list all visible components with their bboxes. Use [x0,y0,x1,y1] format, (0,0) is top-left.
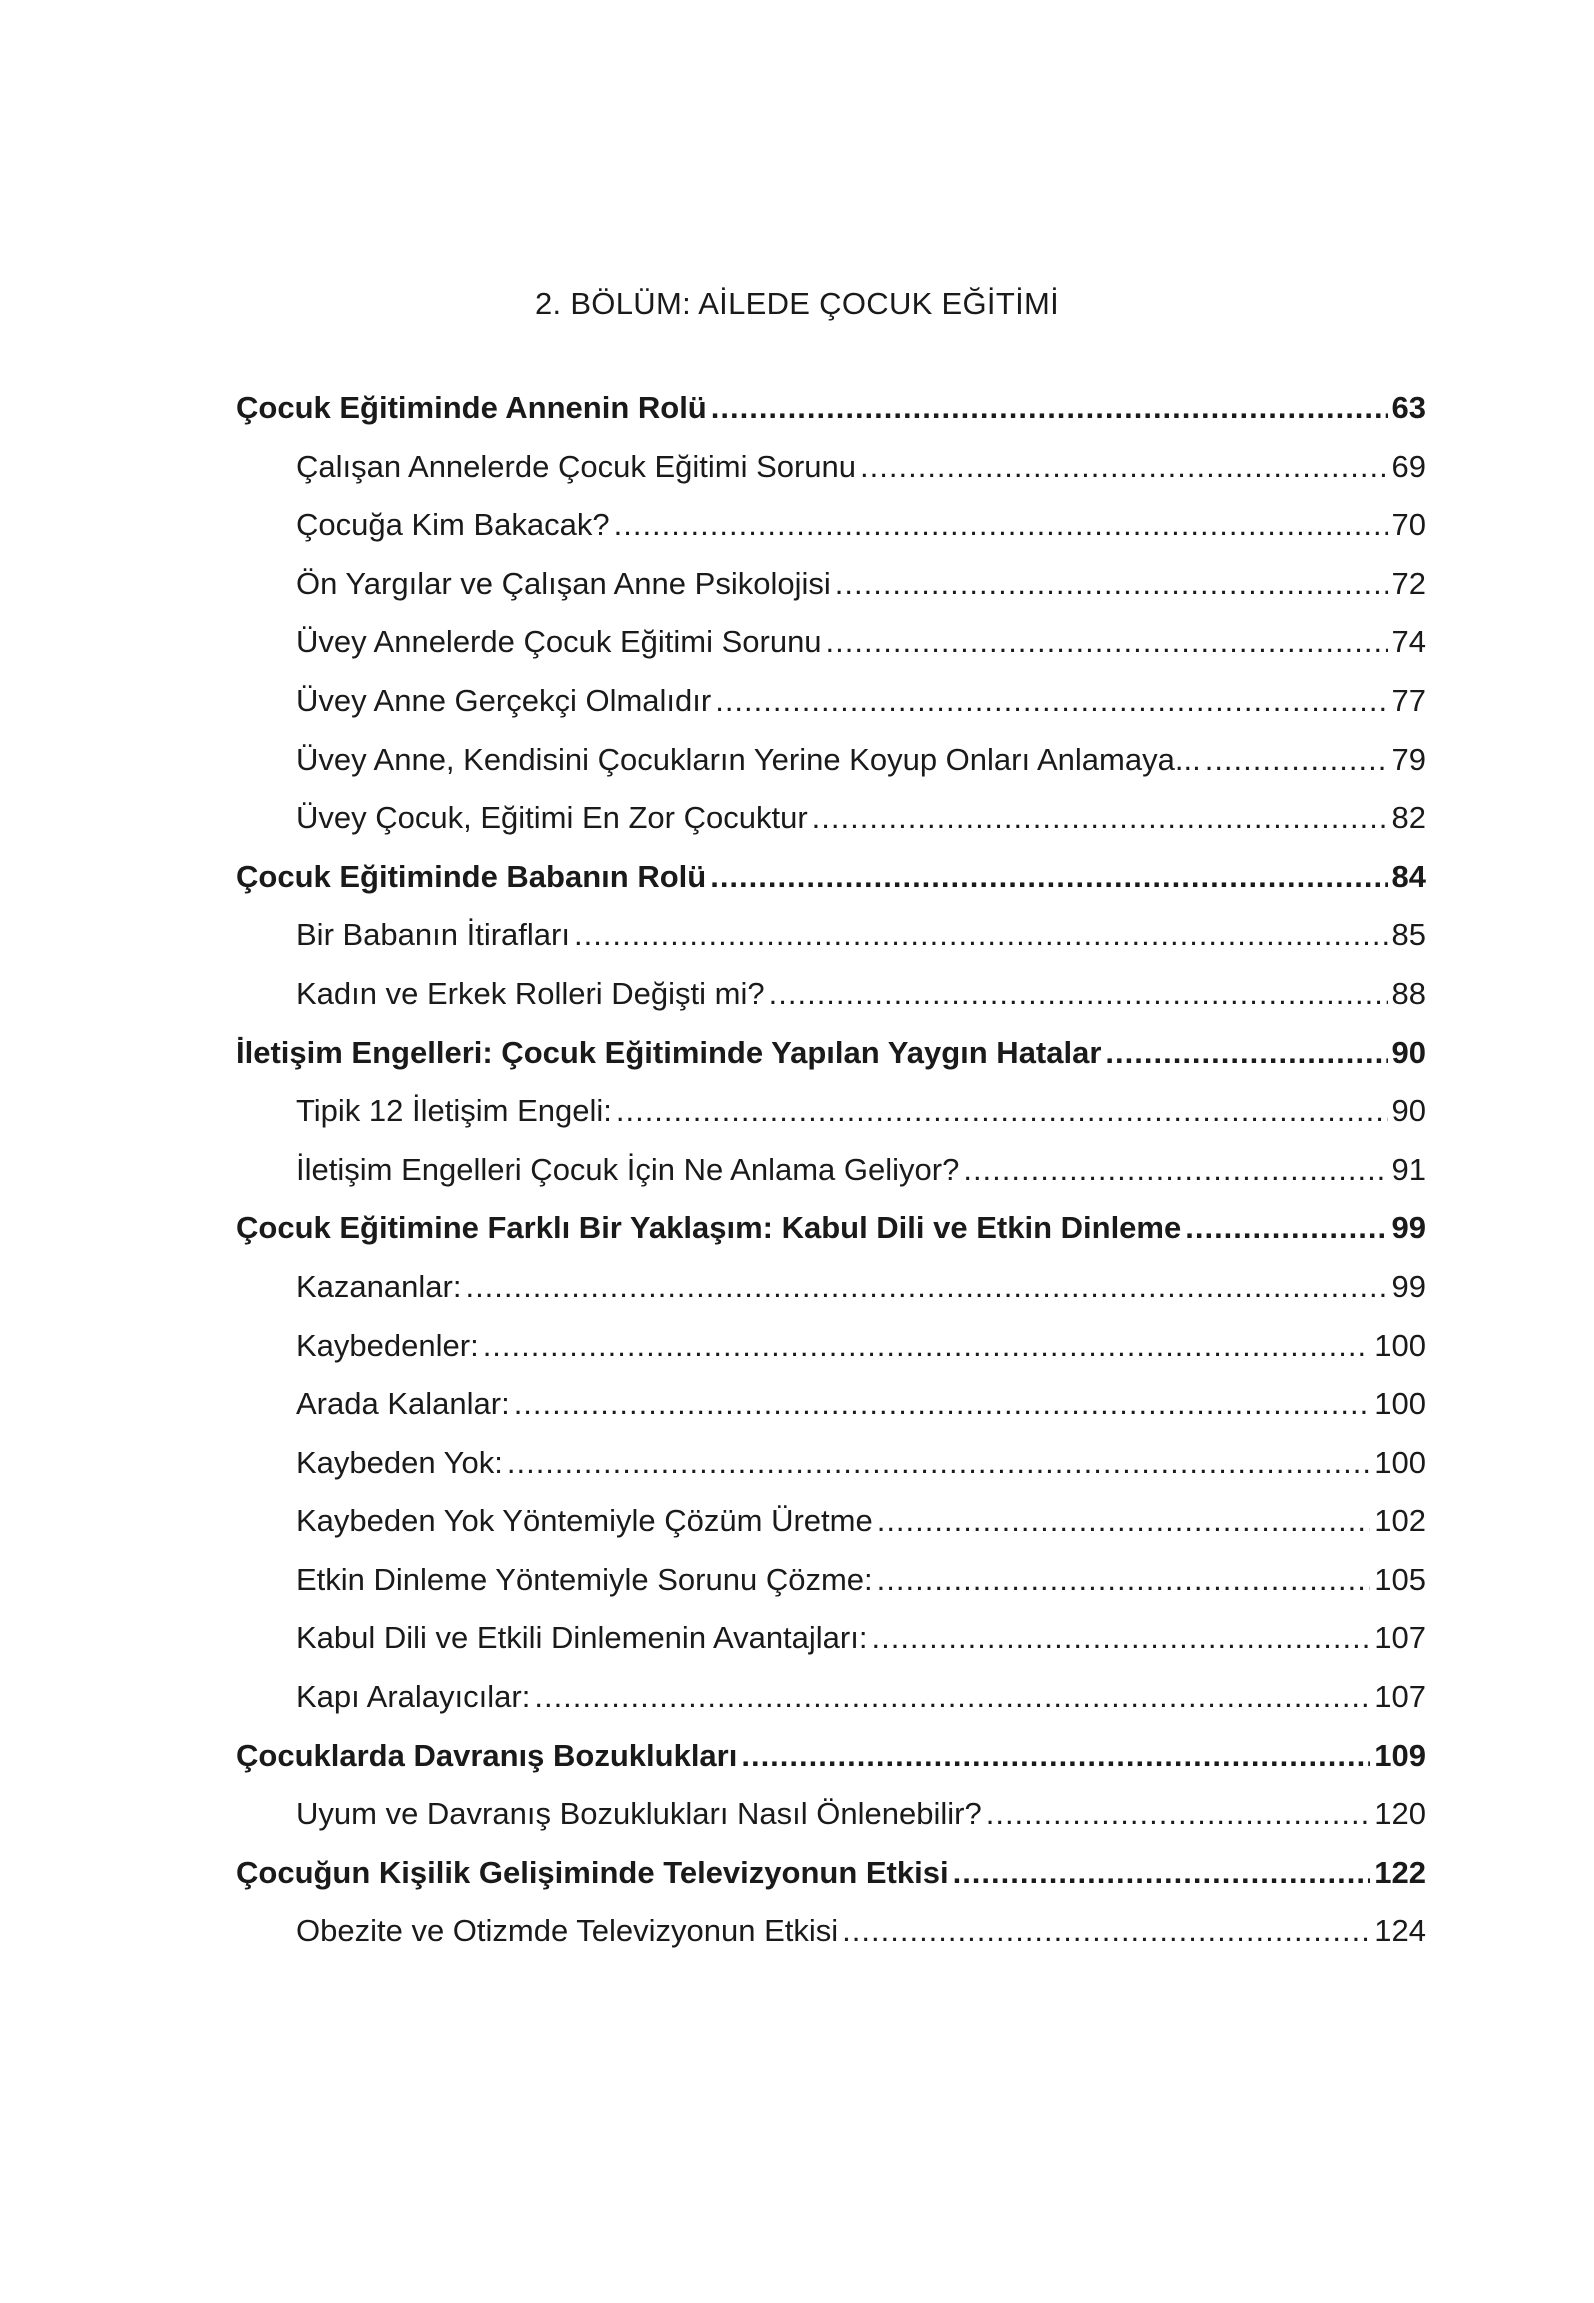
toc-page-number: 120 [1374,1796,1426,1832]
toc-entry-title: İletişim Engelleri Çocuk İçin Ne Anlama Geliyor? [296,1151,960,1187]
dot-leader [514,1386,1371,1422]
toc-page-number: 77 [1391,682,1426,718]
toc-page-number: 82 [1391,800,1426,836]
dot-leader [1205,742,1388,778]
toc-page-number: 107 [1374,1679,1426,1715]
dot-leader [826,624,1388,660]
toc-chapter-entry [236,1738,1426,1797]
dot-leader [614,507,1388,543]
toc-subsection-entry [236,1796,1426,1855]
dot-leader [769,976,1388,1012]
toc-chapter-entry [236,1210,1426,1269]
section-title: 2. BÖLÜM: AİLEDE ÇOCUK EĞİTİMİ [534,286,1060,321]
toc-entry-title: Kazananlar: [296,1268,462,1304]
toc-subsection-entry [236,917,1426,976]
toc-entry-title: Çocuğa Kim Bakacak? [296,507,610,543]
dot-leader [986,1796,1371,1832]
toc-page-number: 85 [1391,917,1426,953]
dot-leader [860,449,1387,485]
toc-page-number: 100 [1374,1386,1426,1422]
toc-entry-title: Obezite ve Otizmde Televizyonun Etkisi [296,1913,839,1949]
toc-entry-title: Kaybeden Yok: [296,1444,503,1480]
toc-page-number: 105 [1374,1561,1426,1597]
toc-entry-title: Ön Yargılar ve Çalışan Anne Psikolojisi [296,565,831,601]
toc-entry-title: Kaybedenler: [296,1327,479,1363]
toc-page-number: 100 [1374,1444,1426,1480]
dot-leader [574,917,1388,953]
toc-page-number: 70 [1391,507,1426,543]
toc-chapter-entry [236,859,1426,918]
toc-page-number: 63 [1391,390,1426,425]
toc-entry-title: Çocuklarda Davranış Bozuklukları [236,1737,738,1773]
toc-subsection-entry [236,624,1426,683]
dot-leader [710,859,1387,895]
toc-entry-title: Çocuk Eğitimine Farklı Bir Yaklaşım: Kabul Dili ve Etkin Dinleme [236,1210,1182,1246]
toc-page-number: 88 [1391,975,1426,1011]
dot-leader [812,800,1388,836]
toc-entry-title: Üvey Çocuk, Eğitimi En Zor Çocuktur [296,800,808,836]
dot-leader [871,1620,1370,1656]
toc-page-number: 99 [1391,1210,1426,1246]
toc-entry-title: Arada Kalanlar: [296,1386,510,1422]
toc-entry-title: Çocuk Eğitiminde Annenin Rolü [236,390,707,425]
toc-entry-title: Etkin Dinleme Yöntemiyle Sorunu Çözme: [296,1561,873,1597]
toc-entry-title: Üvey Anne, Kendisini Çocukların Yerine Koyup Onları Anlamaya... [296,741,1201,777]
toc-page-number: 72 [1391,565,1426,601]
toc-page-number: 84 [1391,858,1426,894]
toc-page-number: 124 [1374,1913,1426,1949]
toc-subsection-entry [236,1503,1426,1562]
toc-subsection-entry [236,1269,1426,1328]
toc-page-number: 122 [1374,1854,1426,1890]
dot-leader [877,1562,1371,1598]
dot-leader [1105,1035,1387,1071]
toc-page-number: 74 [1391,624,1426,660]
toc-chapter-entry [236,1855,1426,1914]
toc-page-number: 90 [1391,1093,1426,1129]
dot-leader [953,1855,1371,1891]
toc-entry-title: İletişim Engelleri: Çocuk Eğitiminde Yapılan Yaygın Hatalar [236,1034,1102,1070]
toc-subsection-entry [236,1679,1426,1738]
toc-subsection-entry [236,507,1426,566]
toc-page-number: 102 [1374,1503,1426,1539]
toc-subsection-entry [236,449,1426,508]
toc-entry-title: Çocuk Eğitiminde Babanın Rolü [236,858,707,894]
toc-entry-title: Kadın ve Erkek Rolleri Değişti mi? [296,975,765,1011]
dot-leader [534,1679,1370,1715]
toc-entry-title: Üvey Annelerde Çocuk Eğitimi Sorunu [296,624,822,660]
toc-subsection-entry [236,1386,1426,1445]
dot-leader [711,390,1388,426]
dot-leader [835,566,1388,602]
dot-leader [715,683,1387,719]
toc-page-number: 79 [1391,741,1426,777]
dot-leader [616,1093,1388,1129]
toc-page-number: 69 [1391,448,1426,484]
dot-leader [483,1328,1371,1364]
toc-chapter-entry [236,1035,1426,1094]
table-of-contents [236,390,1426,1972]
toc-entry-title: Tipik 12 İletişim Engeli: [296,1093,612,1129]
toc-entry-title: Kabul Dili ve Etkili Dinlemenin Avantajları: [296,1620,868,1656]
toc-subsection-entry [236,800,1426,859]
toc-subsection-entry [236,566,1426,625]
dot-leader [963,1152,1387,1188]
toc-page-number: 99 [1391,1268,1426,1304]
toc-page-number: 107 [1374,1620,1426,1656]
toc-subsection-entry [236,1445,1426,1504]
toc-subsection-entry [236,1152,1426,1211]
toc-subsection-entry [236,1328,1426,1387]
toc-page-number: 91 [1391,1151,1426,1187]
toc-entry-title: Çalışan Annelerde Çocuk Eğitimi Sorunu [296,448,857,484]
toc-entry-title: Bir Babanın İtirafları [296,917,570,953]
toc-chapter-entry [236,390,1426,449]
toc-subsection-entry [236,1913,1426,1972]
toc-subsection-entry [236,683,1426,742]
toc-entry-title: Kaybeden Yok Yöntemiyle Çözüm Üretme [296,1503,873,1539]
toc-entry-title: Üvey Anne Gerçekçi Olmalıdır [296,682,712,718]
toc-subsection-entry [236,1620,1426,1679]
dot-leader [842,1913,1370,1949]
toc-entry-title: Kapı Aralayıcılar: [296,1679,531,1715]
toc-subsection-entry [236,1562,1426,1621]
toc-subsection-entry [236,976,1426,1035]
toc-subsection-entry [236,742,1426,801]
dot-leader [877,1503,1371,1539]
toc-subsection-entry [236,1093,1426,1152]
toc-page-number: 90 [1391,1034,1426,1070]
dot-leader [507,1445,1370,1481]
dot-leader [1185,1210,1387,1246]
toc-page-number: 109 [1374,1737,1426,1773]
toc-entry-title: Çocuğun Kişilik Gelişiminde Televizyonun Etkisi [236,1854,949,1890]
toc-page-number: 100 [1374,1327,1426,1363]
toc-entry-title: Uyum ve Davranış Bozuklukları Nasıl Önlenebilir? [296,1796,982,1832]
dot-leader [465,1269,1387,1305]
dot-leader [741,1738,1370,1774]
